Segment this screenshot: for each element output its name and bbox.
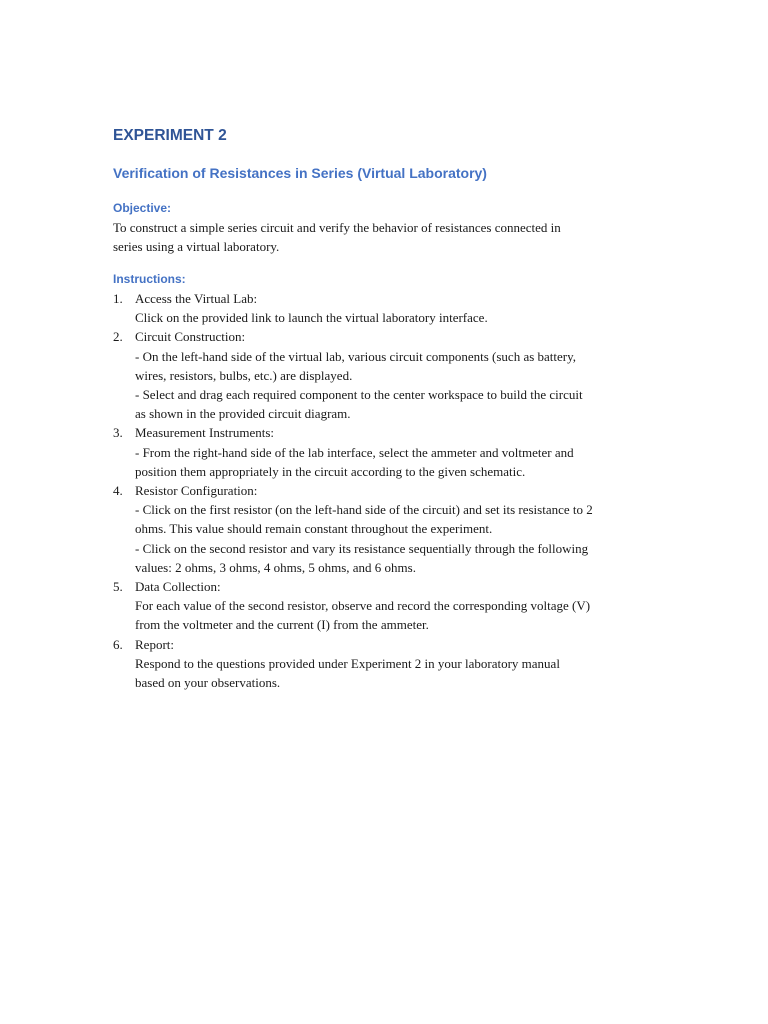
instruction-step bbox=[113, 327, 658, 423]
step-title: Resistor Configuration: bbox=[135, 483, 258, 499]
experiment-heading: EXPERIMENT 2 bbox=[113, 127, 227, 144]
step-detail-line: based on your observations. bbox=[135, 675, 281, 691]
step-detail-line: - On the left-hand side of the virtual lab, various circuit components (such as battery, bbox=[135, 348, 577, 364]
step-detail-line: - Select and drag each required component to the center workspace to build the circuit bbox=[135, 387, 583, 403]
document-page bbox=[113, 124, 658, 691]
instruction-step bbox=[113, 635, 658, 693]
step-detail-line: wires, resistors, bulbs, etc.) are displayed. bbox=[135, 367, 353, 383]
step-detail-line: Respond to the questions provided under Experiment 2 in your laboratory manual bbox=[135, 655, 560, 671]
instructions-heading: Instructions: bbox=[113, 272, 186, 286]
step-number: 2. bbox=[113, 329, 123, 345]
objective-heading: Objective: bbox=[113, 201, 172, 215]
step-detail-line: - Click on the first resistor (on the left-hand side of the circuit) and set its resistance to 2 bbox=[135, 502, 593, 518]
step-number: 6. bbox=[113, 636, 123, 652]
step-number: 3. bbox=[113, 425, 123, 441]
step-title: Access the Virtual Lab: bbox=[135, 291, 258, 306]
step-detail-line: - Click on the second resistor and vary its resistance sequentially through the following bbox=[135, 540, 589, 556]
step-detail-line: from the voltmeter and the current (I) from the ammeter. bbox=[135, 617, 429, 633]
step-title: Measurement Instruments: bbox=[135, 425, 274, 441]
objective-line: To construct a simple series circuit and verify the behavior of resistances connected in bbox=[113, 220, 561, 235]
step-detail-line: Click on the provided link to launch the virtual laboratory interface. bbox=[135, 310, 488, 326]
step-detail-line: For each value of the second resistor, observe and record the corresponding voltage (V) bbox=[135, 598, 591, 614]
instruction-step bbox=[113, 423, 658, 481]
step-number: 4. bbox=[113, 483, 123, 499]
instructions-list bbox=[113, 289, 658, 692]
step-detail-line: values: 2 ohms, 3 ohms, 4 ohms, 5 ohms, and 6 ohms. bbox=[135, 559, 416, 575]
instruction-step bbox=[113, 577, 658, 635]
objective-line: series using a virtual laboratory. bbox=[113, 239, 280, 255]
step-number: 1. bbox=[113, 291, 123, 306]
step-title: Data Collection: bbox=[135, 579, 221, 595]
step-detail-line: as shown in the provided circuit diagram. bbox=[135, 406, 351, 422]
step-number: 5. bbox=[113, 579, 123, 595]
step-detail-line: ohms. This value should remain constant throughout the experiment. bbox=[135, 521, 493, 537]
step-title: Circuit Construction: bbox=[135, 329, 246, 345]
step-detail-line: - From the right-hand side of the lab interface, select the ammeter and voltmeter and bbox=[135, 444, 574, 460]
experiment-title: Verification of Resistances in Series (Virtual Laboratory) bbox=[113, 165, 487, 181]
step-title: Report: bbox=[135, 636, 174, 652]
step-detail-line: position them appropriately in the circuit according to the given schematic. bbox=[135, 463, 526, 479]
objective-text bbox=[113, 218, 658, 256]
instruction-step bbox=[113, 481, 658, 577]
instruction-step bbox=[113, 289, 658, 327]
